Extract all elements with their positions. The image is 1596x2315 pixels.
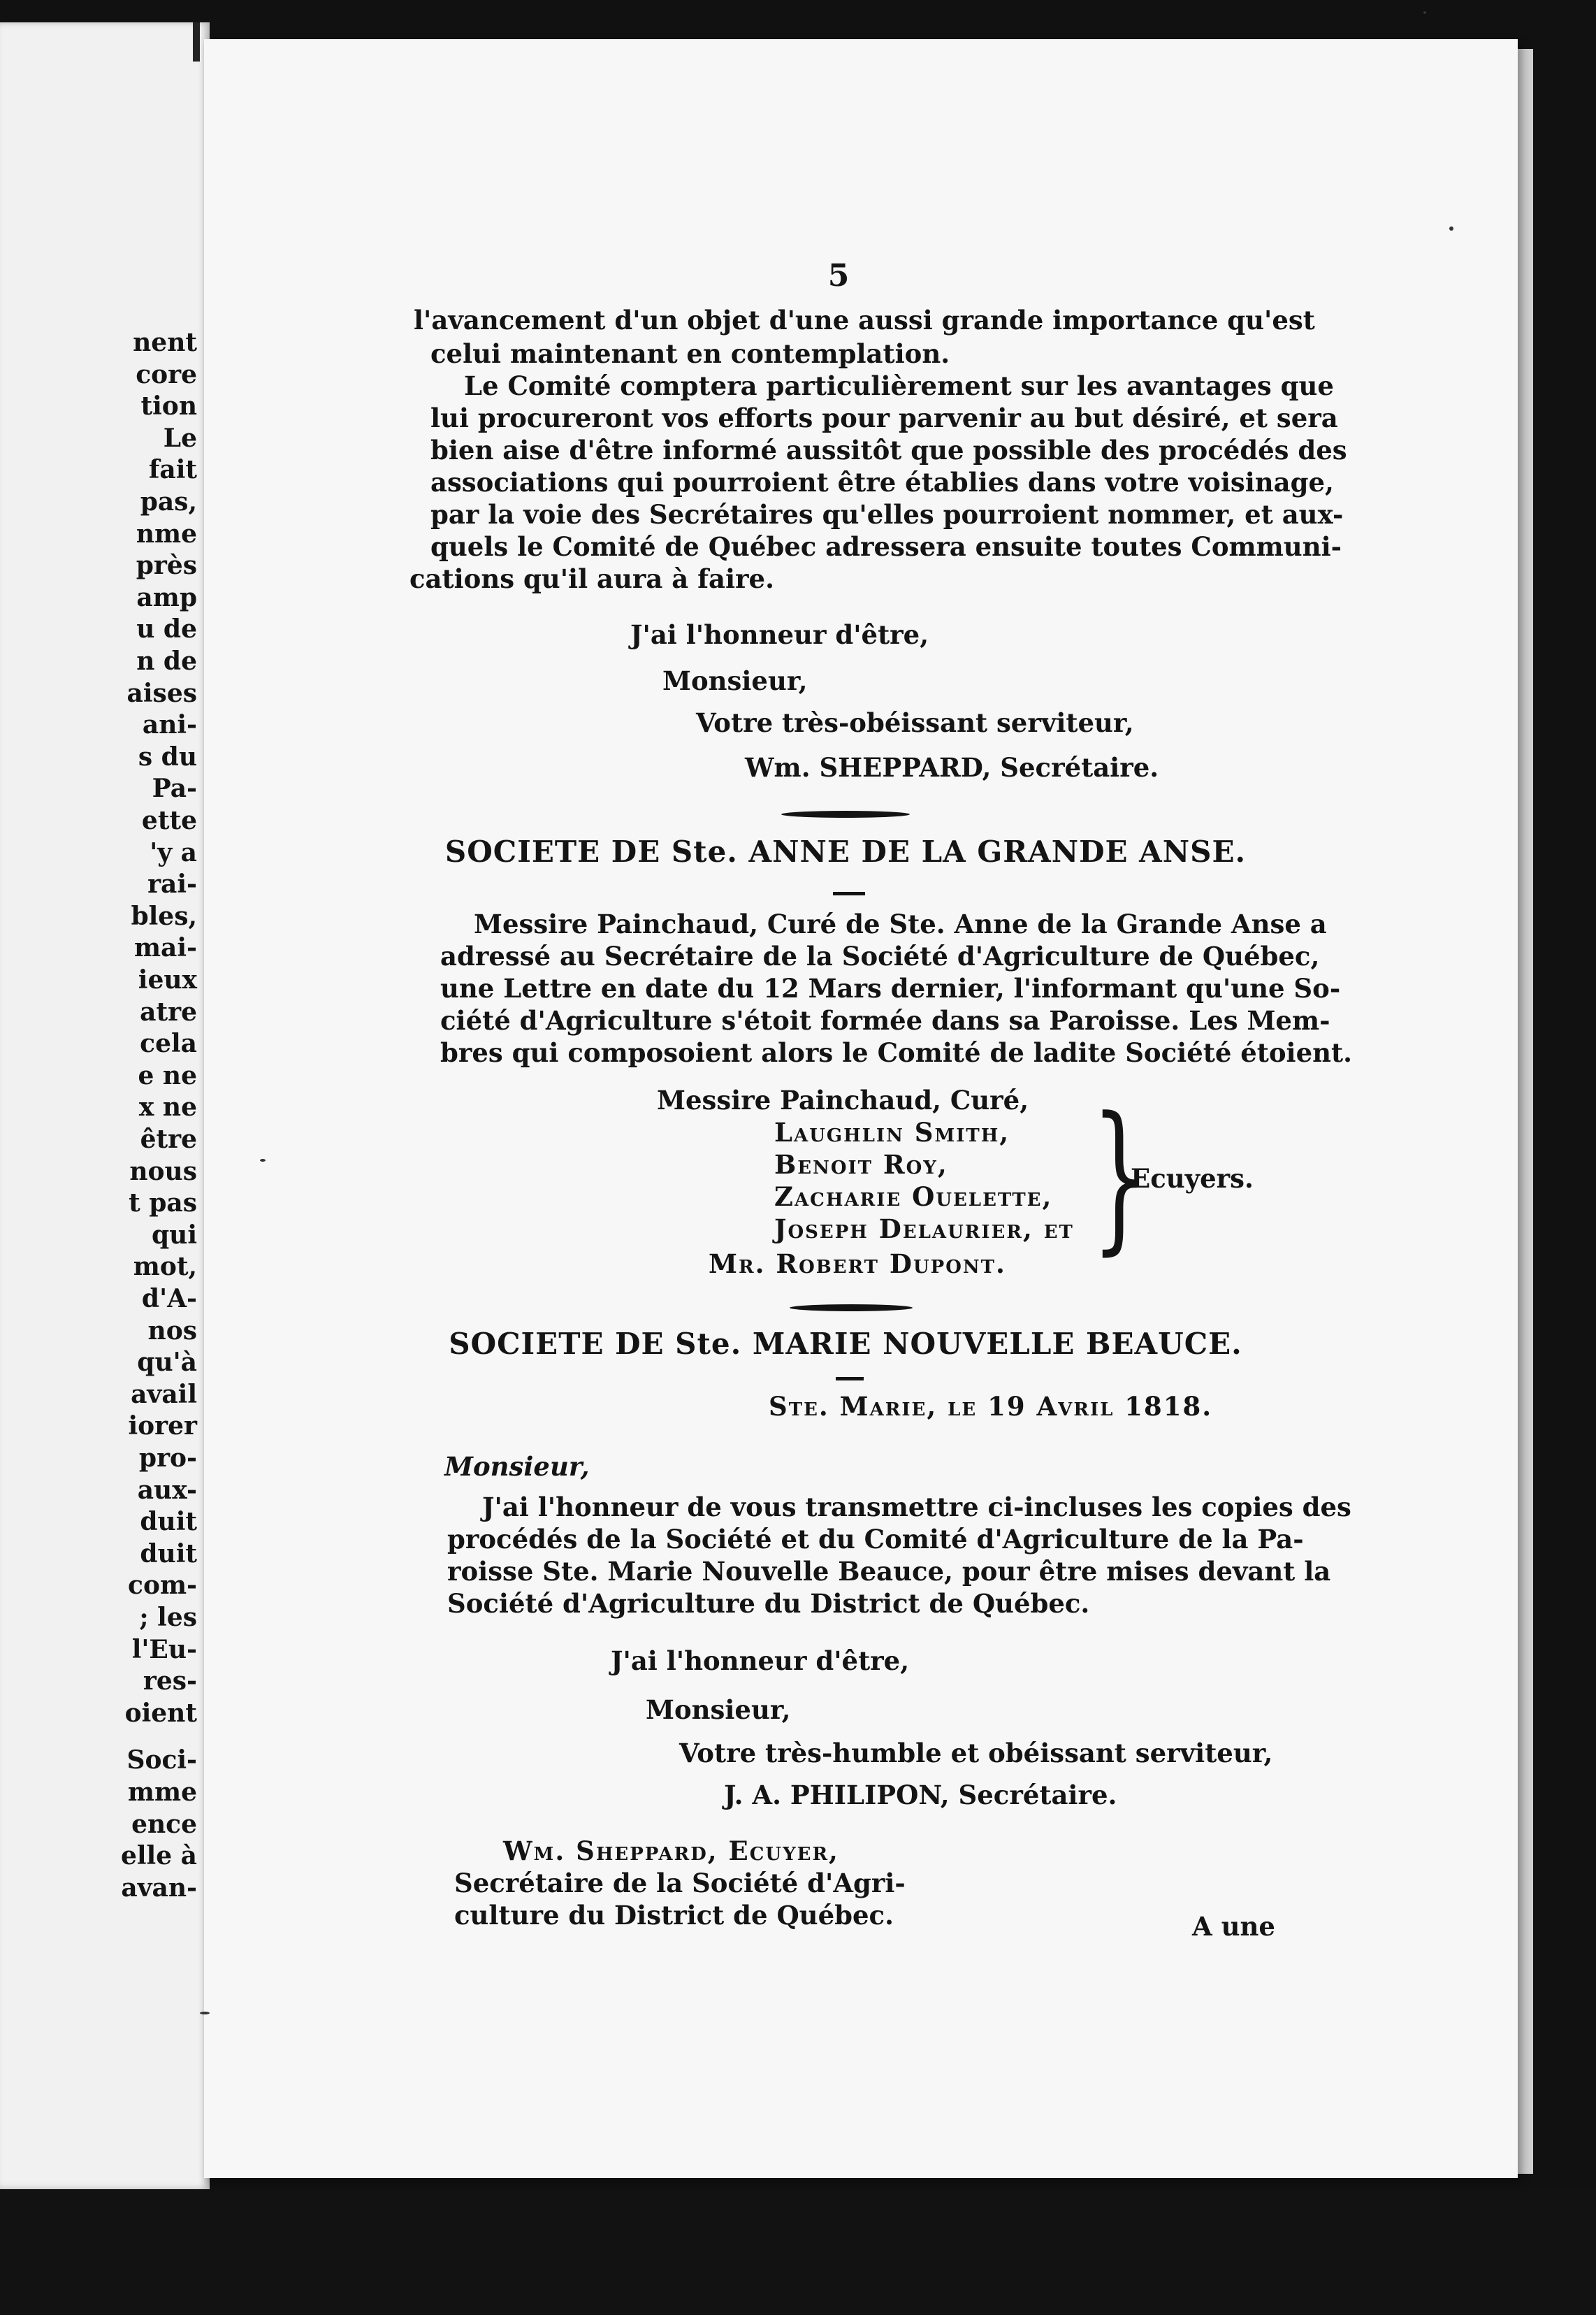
left-page-fragment: duit	[140, 1538, 197, 1568]
left-page-fragment: amp	[136, 582, 197, 612]
left-page-fragment: aises	[126, 678, 197, 708]
left-page-fragment: fait	[148, 455, 197, 485]
binding-edge	[193, 22, 200, 62]
left-page-fragment: ence	[131, 1809, 197, 1839]
paragraph-line: Société d'Agriculture du District de Québec.	[447, 1588, 1090, 1619]
left-page-fragment: Pa-	[152, 774, 197, 804]
closing-servant: Votre très-humble et obéissant serviteur,	[679, 1738, 1273, 1768]
left-page-fragment: Le	[163, 423, 197, 453]
speck	[1423, 11, 1426, 14]
member-bracketed: Joseph Delaurier, et	[774, 1213, 1074, 1244]
left-page-fragment: mot,	[133, 1252, 197, 1282]
left-page-fragment: u de	[136, 614, 197, 644]
left-page-fragment: core	[136, 359, 197, 389]
left-page-fragment: avail	[131, 1379, 197, 1409]
left-page-fragment: aux-	[137, 1475, 197, 1505]
left-page-fragment: e ne	[138, 1060, 197, 1090]
member-line: Mr. Robert Dupont.	[709, 1248, 1006, 1279]
closing-honneur: J'ai l'honneur d'être,	[611, 1645, 910, 1676]
curly-brace: }	[1091, 1083, 1148, 1270]
catchword: A une	[1192, 1911, 1275, 1942]
salutation: Monsieur,	[444, 1451, 590, 1482]
ornamental-rule	[790, 1304, 913, 1311]
left-page-fragment: tion	[140, 391, 197, 421]
scan-background	[0, 2188, 1596, 2315]
left-page-fragment: pas,	[140, 487, 197, 517]
paragraph-line: Messire Painchaud, Curé de Ste. Anne de la Grande Anse a	[474, 909, 1327, 939]
left-page-fragment: avan-	[121, 1873, 197, 1903]
intro-line: bien aise d'être informé aussitôt que possible des procédés des	[430, 435, 1347, 466]
left-page-fragment: près	[136, 551, 197, 581]
left-page-fragment: nent	[133, 328, 197, 357]
intro-line: lui procureront vos efforts pour parvenir au but désiré, et sera	[430, 403, 1338, 433]
left-page-fragment: qu'à	[137, 1348, 197, 1378]
left-page-fragment: pro-	[138, 1443, 197, 1473]
section-heading: SOCIETE DE Ste. MARIE NOUVELLE BEAUCE.	[449, 1327, 1242, 1361]
left-page-fragment: nos	[147, 1315, 197, 1346]
intro-line: cations qu'il aura à faire.	[409, 563, 774, 594]
closing-salutation: Monsieur,	[662, 665, 808, 696]
left-page-fragment: cela	[140, 1029, 197, 1059]
left-page-fragment: oient	[124, 1698, 197, 1728]
paragraph-line: procédés de la Société et du Comité d'Agriculture de la Pa-	[447, 1524, 1304, 1555]
brace-label: Ecuyers.	[1131, 1163, 1254, 1194]
left-page-fragment: d'A-	[141, 1284, 197, 1313]
closing-salutation: Monsieur,	[646, 1694, 791, 1725]
left-page-fragment: ani-	[142, 710, 197, 740]
left-page-fragment: elle à	[120, 1841, 197, 1871]
short-rule	[833, 892, 865, 895]
paragraph-line: une Lettre en date du 12 Mars dernier, l'informant qu'une So-	[440, 973, 1341, 1004]
left-page-fragment: mme	[127, 1777, 197, 1807]
left-page-fragment: 'y a	[150, 837, 197, 867]
left-page-fragment: t pas	[129, 1188, 197, 1218]
speck	[200, 2012, 210, 2014]
intro-line: par la voie des Secrétaires qu'elles pourroient nommer, et aux-	[430, 499, 1344, 530]
paragraph-line: adressé au Secrétaire de la Société d'Agriculture de Québec,	[440, 941, 1320, 972]
signature: Wm. SHEPPARD, Secrétaire.	[745, 752, 1159, 783]
ornamental-rule	[781, 811, 910, 818]
left-page-fragment: ieux	[138, 965, 197, 995]
left-page-fragment: nous	[129, 1156, 197, 1186]
speck	[1449, 226, 1453, 231]
left-page-fragment: atre	[140, 997, 197, 1027]
left-page-fragment: rai-	[147, 870, 197, 900]
left-page-fragment: res-	[143, 1666, 197, 1696]
paragraph-line: roisse Ste. Marie Nouvelle Beauce, pour être mises devant la	[447, 1556, 1331, 1587]
page-number: 5	[827, 258, 850, 294]
left-page-fragment: mai-	[133, 933, 197, 963]
left-page-fragment: n de	[136, 647, 197, 676]
left-page-fragment: duit	[140, 1507, 197, 1537]
intro-line: celui maintenant en contemplation.	[430, 338, 950, 369]
left-page-fragment: être	[140, 1125, 197, 1154]
dateline: Ste. Marie, le 19 Avril 1818.	[769, 1391, 1213, 1422]
member-bracketed: Benoit Roy,	[774, 1149, 948, 1180]
address-line: culture du District de Québec.	[454, 1900, 894, 1931]
member-bracketed: Laughlin Smith,	[774, 1117, 1010, 1148]
signature: J. A. PHILIPON, Secrétaire.	[724, 1780, 1117, 1810]
left-page	[0, 22, 210, 2189]
left-page-fragment: ette	[141, 806, 197, 835]
intro-line: quels le Comité de Québec adressera ensuite toutes Communi-	[430, 531, 1342, 562]
left-page-fragment: iorer	[128, 1411, 197, 1441]
member-line: Messire Painchaud, Curé,	[657, 1085, 1029, 1116]
left-page-fragment: qui	[151, 1220, 197, 1250]
address-line: Secrétaire de la Société d'Agri-	[454, 1868, 906, 1898]
closing-servant: Votre très-obéissant serviteur,	[696, 707, 1134, 738]
left-page-fragment: com-	[128, 1571, 197, 1601]
speck	[260, 1159, 266, 1162]
left-page-fragment: nme	[136, 519, 197, 549]
intro-line: associations qui pourroient être établies dans votre voisinage,	[430, 467, 1334, 498]
section-heading: SOCIETE DE Ste. ANNE DE LA GRANDE ANSE.	[444, 835, 1247, 869]
paragraph-line: ciété d'Agriculture s'étoit formée dans sa Paroisse. Les Mem-	[440, 1005, 1330, 1036]
member-bracketed: Zacharie Ouelette,	[774, 1181, 1053, 1212]
left-page-fragment: x ne	[138, 1092, 197, 1123]
paragraph-line: J'ai l'honneur de vous transmettre ci-incluses les copies des	[482, 1492, 1351, 1522]
intro-line: Le Comité comptera particulièrement sur les avantages que	[464, 370, 1334, 401]
short-rule	[836, 1377, 864, 1380]
left-page-fragment: Soci-	[126, 1745, 197, 1775]
left-page-fragment: l'Eu-	[131, 1634, 197, 1664]
left-page-fragment: ; les	[139, 1603, 197, 1632]
left-page-fragment: s du	[138, 742, 197, 772]
intro-line: l'avancement d'un objet d'une aussi grande importance qu'est	[414, 305, 1315, 336]
paragraph-line: bres qui composoient alors le Comité de ladite Société étoient.	[440, 1037, 1353, 1068]
closing-honneur: J'ai l'honneur d'être,	[630, 619, 929, 650]
address-line: Wm. Sheppard, Ecuyer,	[503, 1836, 839, 1866]
left-page-fragment: bles,	[131, 901, 197, 931]
